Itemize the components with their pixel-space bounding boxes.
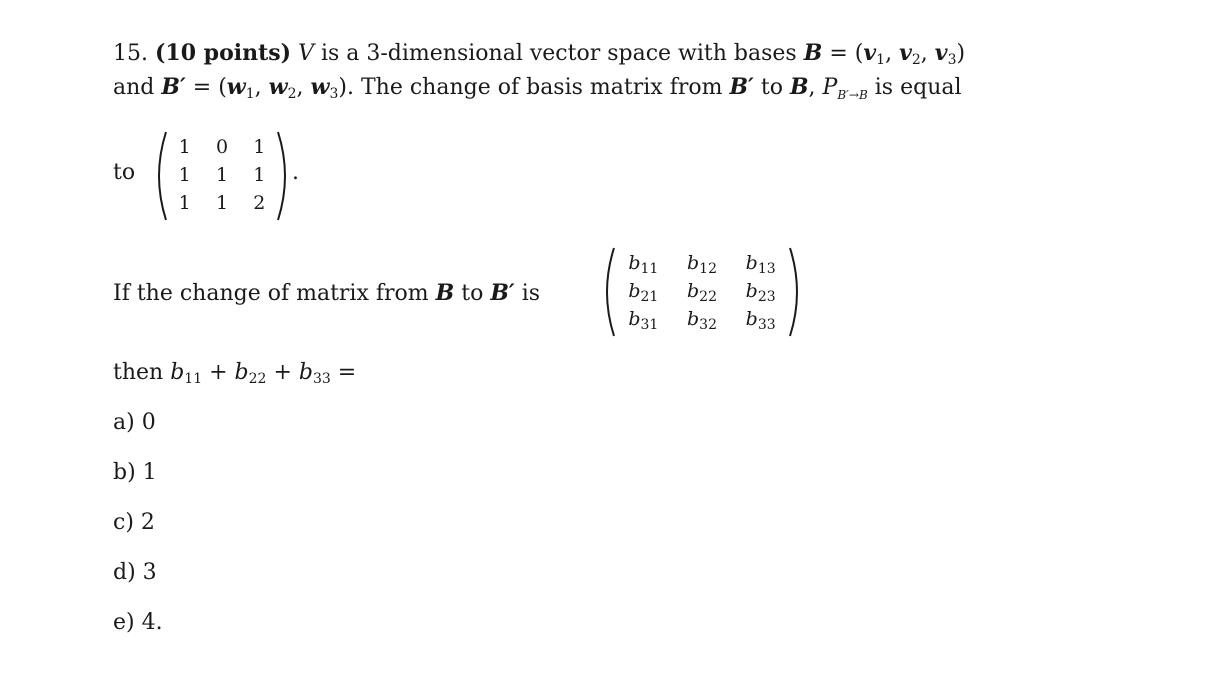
- entry-subscript: 33: [757, 317, 776, 333]
- option-value: 0: [141, 410, 156, 435]
- entry-b: b: [686, 308, 700, 330]
- then-word: then: [113, 360, 171, 385]
- trace-expression: [113, 358, 356, 388]
- entry-subscript: 13: [757, 261, 776, 277]
- matrix-P-row: [166, 161, 278, 189]
- entry-subscript: 23: [757, 289, 776, 305]
- option-letter: c): [113, 510, 134, 535]
- matrix-P-cell: 1: [178, 164, 191, 186]
- matrix-b-cell: [731, 277, 790, 305]
- b-term: b: [234, 360, 249, 385]
- option-letter: e): [113, 610, 135, 635]
- entry-b: b: [628, 252, 641, 274]
- option-value: 2: [140, 510, 155, 535]
- matrix-P-cell: 2: [253, 192, 266, 214]
- followup-line: [113, 278, 540, 309]
- matrix-b-cell: [614, 277, 673, 305]
- entry-b: b: [745, 280, 758, 302]
- followup-B: B: [435, 280, 455, 306]
- matrix-b-cell: [673, 305, 732, 333]
- entry-b: b: [686, 252, 700, 274]
- matrix-period: .: [292, 160, 299, 185]
- close-paren: ): [956, 41, 966, 66]
- matrix-P: [150, 128, 290, 224]
- question-number: 15.: [113, 41, 148, 66]
- followup-to: to: [454, 281, 491, 306]
- sub-22: 22: [248, 371, 267, 387]
- matrix-b-cell: [614, 249, 673, 277]
- entry-b: b: [686, 280, 700, 302]
- followup-text: If the change of matrix from: [113, 281, 436, 306]
- matrix-P-cell: 1: [215, 164, 229, 186]
- matrix-P-cell: 1: [178, 192, 191, 214]
- P-subscript: B′→B: [837, 88, 868, 102]
- question-line-2: and $B' = (w_1$, $w_2$, $w_3$). The change of basis matrix from B′ to B, $P_{B'\to B}$ is equal: [113, 74, 962, 102]
- entry-subscript: 11: [640, 261, 659, 277]
- entry-b: b: [745, 308, 758, 330]
- option-d[interactable]: [113, 558, 157, 588]
- matrix-P-cell: 1: [178, 136, 191, 158]
- matrix-b-row: [614, 305, 790, 333]
- option-letter: a): [113, 410, 135, 435]
- option-e[interactable]: [113, 608, 163, 638]
- option-letter: d): [113, 560, 136, 585]
- equals-sign: =: [330, 360, 357, 385]
- option-value: 3: [142, 560, 157, 585]
- matrix-b-table: [614, 249, 790, 333]
- question-header-line: 15. (10 points) V is a 3-dimensional vector space with bases $B = (v_1$, $v_2$, $v_3$): [113, 40, 966, 68]
- question-text-2: . The change of basis matrix from: [347, 75, 730, 100]
- to-word: to: [753, 75, 790, 100]
- matrix-P-cell: 0: [215, 136, 229, 158]
- vector-v1: v: [863, 40, 877, 66]
- right-paren-icon: [786, 244, 806, 340]
- var-V: V: [298, 41, 314, 66]
- basis-Bprime: B′: [161, 74, 186, 100]
- matrix-b-cell: [673, 249, 732, 277]
- comma: ,: [808, 75, 823, 100]
- question-text-3: is equal: [867, 75, 962, 100]
- matrix-P-cell: 1: [253, 136, 266, 158]
- option-c[interactable]: [113, 508, 155, 538]
- var-P: P: [822, 75, 838, 100]
- and-word: and: [113, 75, 162, 100]
- equals-open: = (: [822, 41, 864, 66]
- matrix-P-row: [166, 189, 278, 217]
- sub-33: 33: [312, 371, 331, 387]
- matrix-b-row: [614, 249, 790, 277]
- entry-subscript: 22: [699, 289, 717, 305]
- option-b[interactable]: [113, 458, 157, 488]
- question-points: (10 points): [155, 40, 292, 66]
- entry-subscript: 32: [699, 317, 717, 333]
- matrix-b-cell: [614, 305, 673, 333]
- option-letter: b): [113, 460, 136, 485]
- option-value: 4.: [141, 610, 163, 635]
- option-value: 1: [142, 460, 157, 485]
- matrix-b-row: [614, 277, 790, 305]
- vector-v3: v: [934, 40, 948, 66]
- matrix-P-table: [166, 133, 278, 217]
- right-paren-icon: [274, 128, 294, 224]
- plus-1: +: [202, 360, 235, 385]
- matrix-P-row: [166, 133, 278, 161]
- matrix-b-cell: [731, 305, 790, 333]
- entry-subscript: 12: [699, 261, 717, 277]
- entry-b: b: [745, 252, 758, 274]
- entry-b: b: [628, 280, 641, 302]
- plus-2: +: [266, 360, 299, 385]
- followup-Bprime: B′: [490, 280, 515, 306]
- b-term: b: [170, 360, 185, 385]
- matrix-b-cell: [673, 277, 732, 305]
- matrix-P-cell: 1: [253, 164, 266, 186]
- followup-is: is: [514, 281, 541, 306]
- sub-11: 11: [184, 371, 203, 387]
- b-term: b: [298, 360, 313, 385]
- basis-B: B: [803, 40, 823, 66]
- vector-v2: v: [899, 40, 912, 66]
- basis-B-2: B: [789, 74, 809, 100]
- entry-b: b: [628, 308, 641, 330]
- option-a[interactable]: [113, 408, 156, 438]
- entry-subscript: 21: [640, 289, 659, 305]
- entry-subscript: 31: [640, 317, 659, 333]
- matrix-P-cell: 1: [215, 192, 229, 214]
- matrix-b-cell: [731, 249, 790, 277]
- question-text-1: is a 3-dimensional vector space with bases: [313, 41, 804, 66]
- matrix-b: [598, 244, 804, 340]
- basis-Bprime-2: B′: [729, 74, 754, 100]
- to-label: to: [113, 160, 136, 185]
